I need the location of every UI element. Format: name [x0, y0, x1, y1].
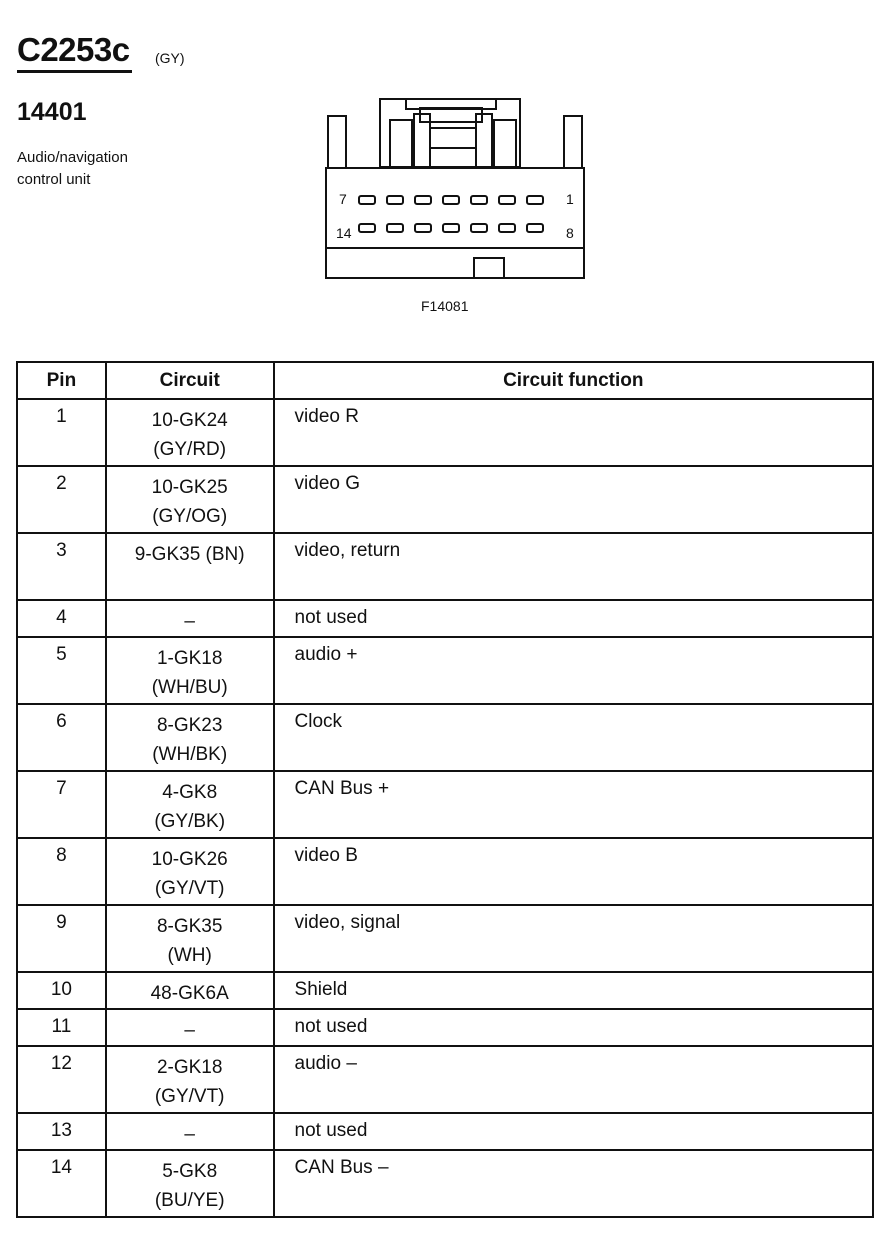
pin-number: 4 [56, 607, 67, 628]
circuit-id: 8-GK23 [156, 715, 223, 736]
pin-number: 9 [56, 912, 67, 933]
table-row [17, 399, 873, 466]
circuit-id: 8-GK35 [156, 916, 223, 937]
pin-cell [17, 905, 106, 972]
pin-cell [17, 533, 106, 600]
table-row [17, 1009, 873, 1046]
pin-cell [17, 704, 106, 771]
circuit-function: video, signal [294, 912, 401, 933]
pin-number: 2 [56, 473, 67, 494]
pin-row-bottom [359, 224, 543, 232]
pin-cavity [527, 196, 543, 204]
circuit-cell [106, 771, 274, 838]
wire-color: (GY/RD) [153, 439, 227, 460]
pin-cavity [443, 196, 459, 204]
pin-cavity [415, 196, 431, 204]
figure-id: F14081 [421, 298, 469, 314]
circuit-function: video R [294, 406, 359, 427]
part-number: 14401 [17, 98, 87, 126]
circuit-id: 10-GK24 [151, 410, 228, 431]
circuit-id: 10-GK26 [151, 849, 228, 870]
circuit-id: – [184, 611, 195, 632]
table-row [17, 972, 873, 1009]
circuit-function: Shield [294, 979, 348, 1000]
function-cell [274, 637, 873, 704]
circuit-id: 10-GK25 [151, 477, 228, 498]
pin-cell [17, 1046, 106, 1113]
table-row [17, 533, 873, 600]
pin-cavity [359, 196, 375, 204]
circuit-cell [106, 637, 274, 704]
circuit-id: 9-GK35 (BN) [134, 544, 245, 565]
function-cell [274, 533, 873, 600]
pin-cell [17, 838, 106, 905]
circuit-id: 2-GK18 [156, 1057, 223, 1078]
pin-cell [17, 600, 106, 637]
pin-cavity [443, 224, 459, 232]
wire-color: (WH) [167, 945, 212, 966]
function-cell [274, 1046, 873, 1113]
circuit-function: CAN Bus + [294, 778, 390, 799]
pin-cell [17, 1150, 106, 1217]
header-pin: Pin [17, 362, 106, 399]
pin-cell [17, 466, 106, 533]
circuit-id: 5-GK8 [162, 1161, 218, 1182]
table-row [17, 1150, 873, 1217]
description-line-1: Audio/navigation [17, 149, 128, 166]
circuit-id: 1-GK18 [156, 648, 223, 669]
pinout-table [16, 361, 874, 1218]
pin-cavity [499, 196, 515, 204]
table-row [17, 704, 873, 771]
circuit-cell [106, 533, 274, 600]
header-circuit-function: Circuit function [274, 362, 873, 399]
circuit-id: 4-GK8 [162, 782, 218, 803]
function-cell [274, 1009, 873, 1046]
circuit-cell [106, 704, 274, 771]
circuit-id: – [184, 1124, 195, 1145]
circuit-cell [106, 1046, 274, 1113]
pin-cell [17, 1113, 106, 1150]
circuit-cell [106, 1009, 274, 1046]
circuit-cell [106, 1113, 274, 1150]
pin-label-1: 1 [566, 191, 574, 207]
circuit-cell [106, 838, 274, 905]
pin-label-14: 14 [336, 225, 352, 241]
pin-number: 1 [56, 406, 67, 427]
pin-cell [17, 399, 106, 466]
pin-number: 14 [50, 1157, 72, 1178]
circuit-cell [106, 600, 274, 637]
circuit-cell [106, 905, 274, 972]
wire-color: (BU/YE) [154, 1190, 225, 1211]
circuit-function: video G [294, 473, 361, 494]
pin-cavity [415, 224, 431, 232]
pin-cavity [471, 224, 487, 232]
wire-color: (WH/BK) [152, 744, 228, 765]
connector-face-diagram [322, 96, 588, 282]
table-row [17, 905, 873, 972]
function-cell [274, 1113, 873, 1150]
circuit-function: Clock [294, 711, 343, 732]
latch-tab-left-outer [390, 120, 412, 168]
circuit-function: not used [294, 1120, 368, 1141]
pin-label-8: 8 [566, 225, 574, 241]
connector-id: C2253c [17, 31, 130, 68]
pin-number: 11 [51, 1016, 72, 1037]
table-header-row [17, 362, 873, 399]
circuit-cell [106, 1150, 274, 1217]
pin-row-top [359, 196, 543, 204]
wire-color: (GY/BK) [154, 811, 226, 832]
component-description [17, 147, 177, 191]
table-row [17, 637, 873, 704]
keyway [474, 258, 504, 278]
pin-cell [17, 972, 106, 1009]
wire-color: (WH/BU) [151, 677, 228, 698]
pin-number: 7 [56, 778, 67, 799]
circuit-function: video, return [294, 540, 401, 561]
circuit-function: audio + [294, 644, 358, 665]
latch-tab-right-outer [494, 120, 516, 168]
function-cell [274, 1150, 873, 1217]
table-row [17, 771, 873, 838]
connector-id-underline [17, 70, 132, 73]
wire-color: (GY/OG) [152, 506, 228, 527]
pin-number: 6 [56, 711, 67, 732]
header-circuit: Circuit [106, 362, 274, 399]
latch-center-block [430, 128, 476, 148]
pin-number: 10 [50, 979, 72, 1000]
function-cell [274, 704, 873, 771]
circuit-function: video B [294, 845, 358, 866]
function-cell [274, 905, 873, 972]
side-post-right [564, 116, 582, 168]
pin-cell [17, 771, 106, 838]
circuit-cell [106, 972, 274, 1009]
function-cell [274, 972, 873, 1009]
side-post-left [328, 116, 346, 168]
pin-number: 3 [56, 540, 67, 561]
pin-cavity [471, 196, 487, 204]
table-row [17, 1046, 873, 1113]
connector-color: (GY) [155, 50, 185, 66]
pin-cavity [359, 224, 375, 232]
function-cell [274, 600, 873, 637]
function-cell [274, 771, 873, 838]
table-row [17, 1113, 873, 1150]
circuit-function: not used [294, 607, 368, 628]
pin-cavity [527, 224, 543, 232]
pin-number: 8 [56, 845, 67, 866]
table-row [17, 466, 873, 533]
pin-number: 12 [50, 1053, 72, 1074]
pin-cell [17, 1009, 106, 1046]
pin-cell [17, 637, 106, 704]
pin-cavity [387, 224, 403, 232]
function-cell [274, 399, 873, 466]
wire-color: (GY/VT) [154, 878, 225, 899]
pin-label-7: 7 [339, 191, 347, 207]
circuit-function: audio – [294, 1053, 357, 1074]
function-cell [274, 466, 873, 533]
circuit-function: not used [294, 1016, 368, 1037]
description-line-2: control unit [17, 171, 91, 188]
circuit-id: – [184, 1020, 195, 1041]
circuit-id: 48-GK6A [150, 983, 229, 1004]
pin-number: 13 [50, 1120, 72, 1141]
wire-color: (GY/VT) [154, 1086, 225, 1107]
circuit-cell [106, 466, 274, 533]
circuit-function: CAN Bus – [294, 1157, 389, 1178]
function-cell [274, 838, 873, 905]
pin-cavity [387, 196, 403, 204]
circuit-cell [106, 399, 274, 466]
table-row [17, 838, 873, 905]
table-row [17, 600, 873, 637]
pin-cavity [499, 224, 515, 232]
pin-number: 5 [56, 644, 67, 665]
